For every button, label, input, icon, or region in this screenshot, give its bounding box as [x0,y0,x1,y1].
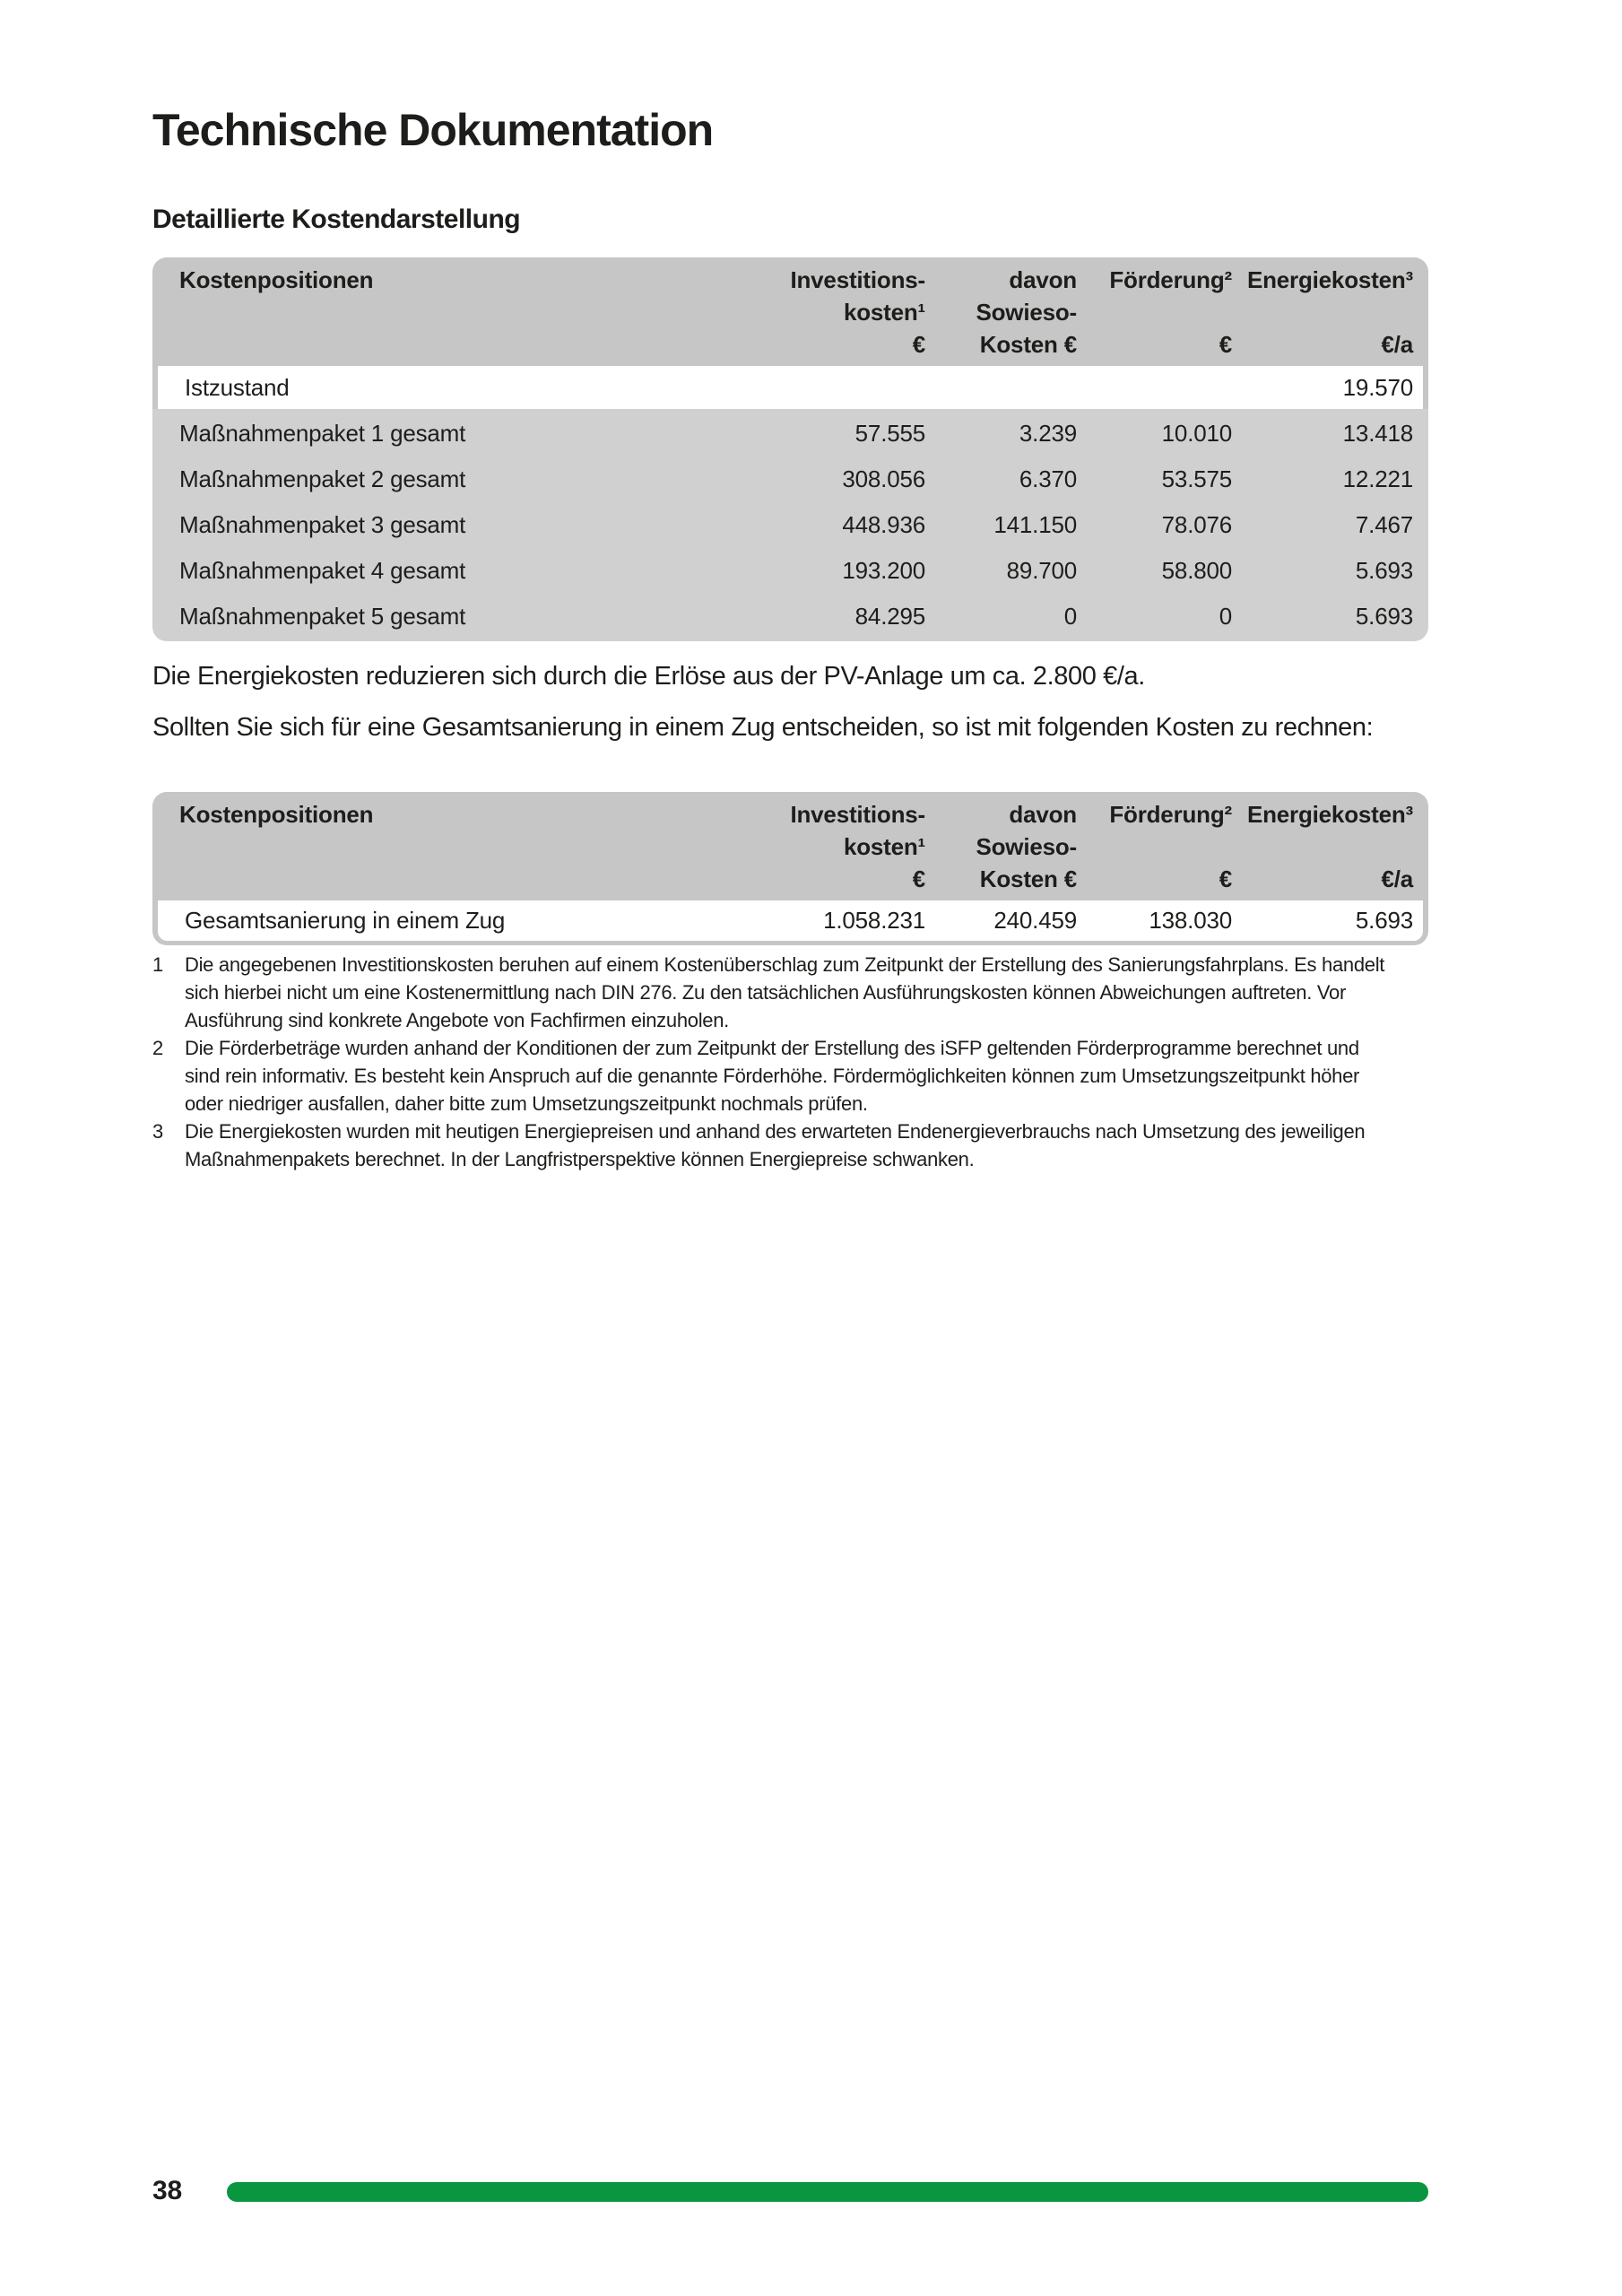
cell-sowieso-kosten: 240.459 [993,907,1077,934]
table-row-istzustand [152,366,1428,409]
cell-energiekosten: 5.693 [1355,557,1413,584]
cost-table-total [152,792,1428,945]
col-header-foerderung: Förderung² € [1109,801,1232,892]
footnote-3 [152,1118,1403,1173]
cell-energiekosten: 13.418 [1342,420,1413,447]
page-title: Technische Dokumentation [152,105,714,155]
cell-investitionskosten: 1.058.231 [823,907,925,934]
cell-sowieso-kosten: 3.239 [1019,420,1077,447]
cell-investitionskosten: 84.295 [854,603,925,630]
col-header-energiekosten: Energiekosten³ €/a [1246,266,1413,358]
row-label: Maßnahmenpaket 2 gesamt [179,465,466,492]
row-label: Maßnahmenpaket 1 gesamt [179,420,466,447]
cell-sowieso-kosten: 0 [1063,603,1077,630]
page-number: 38 [152,2176,182,2205]
col-header-investitionskosten: Investitions- kosten¹ € [790,801,925,892]
table-body [152,409,1428,641]
row-label: Maßnahmenpaket 3 gesamt [179,511,466,538]
cell-energiekosten: 12.221 [1342,465,1413,492]
cell-sowieso-kosten: 6.370 [1019,465,1077,492]
cost-table-detailed [152,257,1428,641]
cell-foerderung: 10.010 [1161,420,1232,447]
footnote-1 [152,951,1403,1034]
cell-foerderung: 58.800 [1161,557,1232,584]
cell-foerderung: 138.030 [1149,907,1232,934]
col-header-kostenpositionen: Kostenpositionen [179,266,374,293]
col-header-energiekosten: Energiekosten³ €/a [1246,801,1413,892]
col-header-sowieso-kosten: davon Sowieso- Kosten € [976,801,1077,892]
row-label: Maßnahmenpaket 4 gesamt [179,557,466,584]
table-row-massnahmenpaket-1 [152,411,1428,457]
footnote-text: Die Förderbeträge wurden anhand der Konditionen der zum Zeitpunkt der Erstellung des iSFP geltenden Förderprogramme berechnet und sind rein informativ. Es besteht kein Anspruch auf die genannte Förderhöhe. Fördermöglichkeiten können zum Umsetzungszeitpunkt höher oder niedriger ausfallen, daher bitte zum Umsetzungszeitpunkt nochmals prüfen. [185,1037,1360,1115]
footnote-text: Die Energiekosten wurden mit heutigen Energiepreisen und anhand des erwarteten Endenergieverbrauchs nach Umsetzung des jeweiligen Maßnahmenpakets berechnet. In der Langfristperspektive können Energiepreise schwanken. [185,1120,1366,1170]
row-label: Maßnahmenpaket 5 gesamt [179,603,466,630]
cell-foerderung: 0 [1219,603,1232,630]
row-label: Istzustand [185,373,290,401]
footer-progress-bar [227,2182,1428,2202]
table-row-massnahmenpaket-5 [152,594,1428,639]
col-header-investitionskosten: Investitions- kosten¹ € [790,266,925,358]
footnotes [152,951,1403,1173]
gesamtsanierung-intro-paragraph: Sollten Sie sich für eine Gesamtsanierung in einem Zug entscheiden, so ist mit folgenden Kosten zu rechnen: [152,713,1374,742]
cell-energiekosten: 5.693 [1355,603,1413,630]
footnote-number: 1 [152,953,163,976]
col-header-sowieso-kosten: davon Sowieso- Kosten € [976,266,1077,358]
cell-foerderung: 53.575 [1161,465,1232,492]
col-header-kostenpositionen: Kostenpositionen [179,801,374,828]
table-row-massnahmenpaket-2 [152,457,1428,502]
pv-note-paragraph: Die Energiekosten reduzieren sich durch die Erlöse aus der PV-Anlage um ca. 2.800 €/a. [152,662,1145,691]
cell-energiekosten: 7.467 [1355,511,1413,538]
section-heading: Detaillierte Kostendarstellung [152,204,521,234]
footnote-number: 2 [152,1037,163,1059]
cell-energiekosten: 5.693 [1355,907,1413,934]
table-row-massnahmenpaket-3 [152,502,1428,548]
table-row-gesamtsanierung [152,900,1428,945]
cell-investitionskosten: 193.200 [842,557,925,584]
table-row-massnahmenpaket-4 [152,548,1428,594]
cell-energiekosten: 19.570 [1342,373,1413,401]
table-header [152,257,1428,366]
footnote-number: 3 [152,1120,163,1143]
row-label: Gesamtsanierung in einem Zug [185,907,506,934]
cell-foerderung: 78.076 [1161,511,1232,538]
cell-investitionskosten: 448.936 [842,511,925,538]
table-header [152,792,1428,900]
footnote-2 [152,1034,1403,1118]
col-header-foerderung: Förderung² € [1109,266,1232,358]
footnote-text: Die angegebenen Investitionskosten beruhen auf einem Kostenüberschlag zum Zeitpunkt der Erstellung des Sanierungsfahrplans. Es handelt sich hierbei nicht um eine Kostenermittlung nach DIN 276. Zu den tatsächlichen Ausführungskosten können Abweichungen auftreten. Vor Ausführung sind konkrete Angebote von Fachfirmen einzuholen. [185,953,1385,1031]
cell-investitionskosten: 57.555 [854,420,925,447]
cell-sowieso-kosten: 89.700 [1006,557,1077,584]
cell-sowieso-kosten: 141.150 [993,511,1077,538]
cell-investitionskosten: 308.056 [842,465,925,492]
